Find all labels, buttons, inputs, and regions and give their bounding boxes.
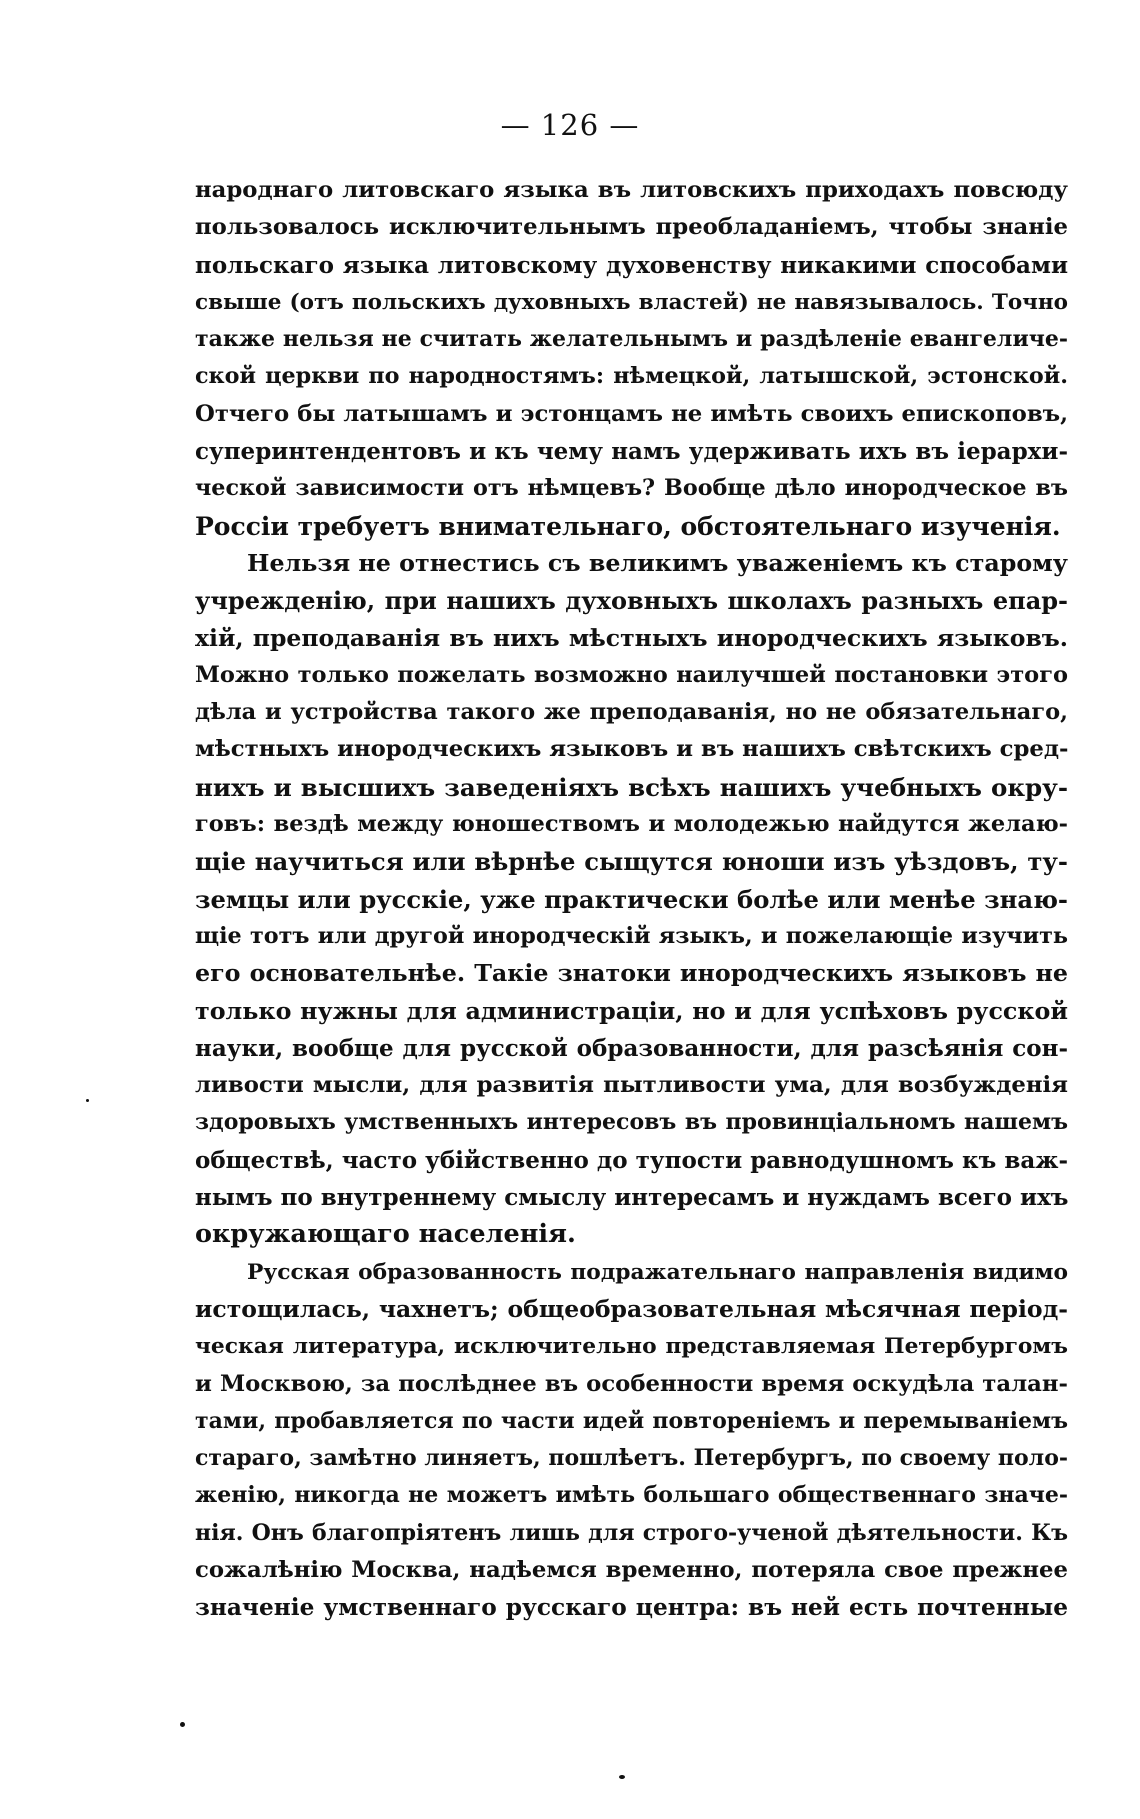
margin-speck [180,1722,185,1727]
text-line: только нужны для администраціи, но и для успѣховъ русской [195,996,1068,1025]
text-line: обществѣ, часто убійственно до тупости равнодушномъ къ важ- [195,1146,1068,1174]
text-line: здоровыхъ умственныхъ интересовъ въ провинціальномъ нашемъ [195,1109,1068,1136]
page-number: — 126 — [500,108,640,142]
text-line: дѣла и устройства такого же преподаванія, но не обязательнаго, [195,699,1068,726]
text-line: ской церкви по народностямъ: нѣмецкой, латышской, эстонской. [195,363,1068,390]
text-line: нихъ и высшихъ заведеніяхъ всѣхъ нашихъ учебныхъ окру- [195,772,1068,802]
text-line: значеніе умственнаго русскаго центра: въ ней есть почтенные [195,1594,1068,1622]
text-line: щіе научиться или вѣрнѣе сыщутся юноши изъ уѣздовъ, ту- [195,847,1068,877]
text-line: сожалѣнію Москва, надѣемся временно, потеряла свое прежнее [195,1556,1068,1583]
text-line: земцы или русскіе, уже практически болѣе или менѣе знаю- [195,884,1068,914]
text-line: Отчего бы латышамъ и эстонцамъ не имѣть своихъ епископовъ, [195,400,1068,427]
text-line: свыше (отъ польскихъ духовныхъ властей) не навязывалось. Точно [195,289,1068,315]
text-line: науки, вообще для русской образованности, для разсѣянія сон- [195,1034,1068,1062]
text-line: также нельзя не считать желательнымъ и раздѣленіе евангеличе- [195,326,1068,353]
body-text [195,172,1068,1627]
text-line: хій, преподаванія въ нихъ мѣстныхъ инородческихъ языковъ. [195,623,1068,652]
text-line: ческая литература, исключительно представляемая Петербургомъ [195,1334,1068,1360]
text-line: Россіи требуетъ внимательнаго, обстоятельнаго изученія. [195,511,1061,541]
margin-speck [86,1099,89,1102]
text-line: народнаго литовскаго языка въ литовскихъ приходахъ повсюду [195,177,1068,203]
text-line: нія. Онъ благопріятенъ лишь для строго-ученой дѣятельности. Къ [195,1519,1068,1546]
margin-speck [619,1775,625,1779]
text-line: женію, никогда не можетъ имѣть большаго общественнаго значе- [195,1482,1068,1509]
text-line: польскаго языка литовскому духовенству никакими способами [195,251,1068,279]
text-line: говъ: вездѣ между юношествомъ и молодежью найдутся желаю- [195,811,1068,838]
text-line: пользовалось исключительнымъ преобладаніемъ, чтобы знаніе [195,214,1068,241]
text-line: окружающаго населенія. [195,1219,576,1250]
text-line: стараго, замѣтно линяетъ, пошлѣетъ. Петербургъ, по своему поло- [195,1445,1068,1472]
text-line: Можно только пожелать возможно наилучшей постановки этого [195,661,1068,688]
text-line: нымъ по внутреннему смыслу интересамъ и нуждамъ всего ихъ [195,1184,1068,1212]
text-line: мѣстныхъ инородческихъ языковъ и въ нашихъ свѣтскихъ сред- [195,736,1068,763]
text-line: Нельзя не отнестись съ великимъ уваженіемъ къ старому [247,548,1068,577]
text-line: ливости мысли, для развитія пытливости ума, для возбужденія [195,1072,1068,1099]
text-line: истощилась, чахнетъ; общеобразовательная мѣсячная період- [195,1294,1068,1323]
text-line: щіе тотъ или другой инородческій языкъ, и пожелающіе изучить [195,922,1068,949]
text-line: Русская образованность подражательнаго направленія видимо [247,1259,1068,1285]
text-line: суперинтендентовъ и къ чему намъ удерживать ихъ въ іерархи- [195,438,1068,466]
text-line: его основательнѣе. Такіе знатоки инородческихъ языковъ не [195,959,1068,988]
text-line: и Москвою, за послѣднее въ особенности время оскудѣла талан- [195,1370,1068,1397]
text-line: учрежденію, при нашихъ духовныхъ школахъ разныхъ епар- [195,586,1068,616]
text-line: ческой зависимости отъ нѣмцевъ? Вообще дѣло инородческое въ [195,475,1068,502]
text-line: тами, пробавляется по части идей повтореніемъ и перемываніемъ [195,1407,1068,1434]
